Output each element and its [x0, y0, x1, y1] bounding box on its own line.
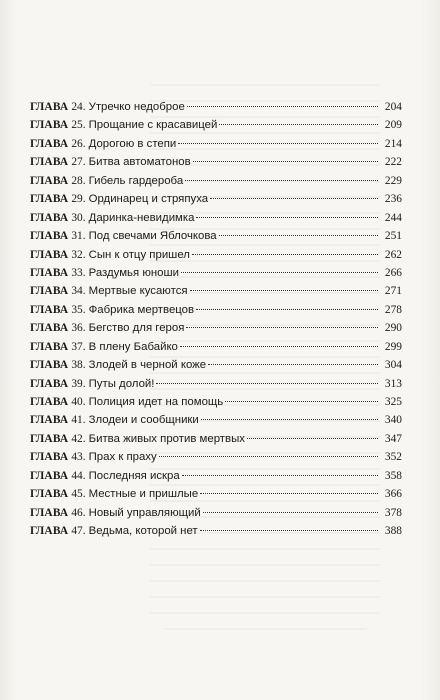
chapter-title: Мертвые кусаются — [88, 285, 188, 298]
chapter-label: ГЛАВА — [30, 303, 69, 316]
chapter-label: ГЛАВА — [30, 396, 69, 408]
dot-leader — [192, 254, 378, 255]
page-number: 266 — [384, 266, 402, 279]
dot-leader — [156, 383, 378, 384]
chapter-number: 36. — [71, 322, 86, 335]
chapter-number: 33. — [71, 266, 86, 279]
page-number: 366 — [384, 488, 402, 501]
dot-leader — [182, 475, 378, 476]
chapter-label: ГЛАВА — [30, 101, 69, 113]
chapter-number: 39. — [71, 377, 86, 390]
chapter-title: Прощание с красавицей — [88, 119, 218, 132]
chapter-number: 41. — [71, 414, 86, 427]
page-number: 352 — [384, 451, 402, 464]
chapter-title: Утречко недоброе — [88, 101, 185, 113]
dot-leader — [185, 180, 378, 181]
toc-entry — [30, 172, 402, 190]
page-number: 299 — [384, 340, 402, 353]
page-number: 278 — [384, 303, 402, 316]
page-number: 229 — [384, 174, 402, 187]
chapter-label: ГЛАВА — [30, 359, 69, 372]
chapter-title: В плену Бабайко — [88, 340, 178, 353]
toc-entry — [30, 116, 402, 134]
chapter-number: 40. — [71, 396, 86, 408]
dot-leader — [203, 512, 378, 513]
page-number: 313 — [384, 377, 402, 390]
dot-leader — [219, 235, 378, 236]
page-number: 251 — [384, 230, 402, 243]
chapter-title: Битва живых против мертвых — [88, 432, 245, 445]
chapter-title: Ведьма, которой нет — [88, 525, 198, 538]
chapter-number: 44. — [71, 469, 86, 482]
toc-entry — [30, 485, 402, 503]
toc-entry — [30, 467, 402, 485]
page-number: 222 — [384, 156, 402, 169]
dot-leader — [178, 143, 378, 144]
chapter-number: 47. — [71, 525, 86, 538]
chapter-number: 30. — [71, 211, 86, 224]
chapter-number: 25. — [71, 119, 86, 132]
dot-leader — [180, 346, 378, 347]
chapter-title: Местные и пришлые — [88, 488, 199, 501]
dot-leader — [193, 161, 378, 162]
chapter-label: ГЛАВА — [30, 506, 69, 519]
dot-leader — [186, 327, 378, 328]
page-number: 262 — [384, 248, 402, 261]
toc-entry — [30, 319, 402, 337]
chapter-title: Раздумья юноши — [88, 266, 179, 279]
chapter-number: 32. — [71, 248, 86, 261]
chapter-label: ГЛАВА — [30, 525, 69, 538]
toc-entry — [30, 135, 402, 153]
chapter-title: Дорогою в степи — [88, 137, 177, 150]
chapter-title: Злодеи и сообщники — [88, 414, 199, 427]
chapter-label: ГЛАВА — [30, 156, 69, 169]
page-number: 214 — [384, 137, 402, 150]
dot-leader — [159, 456, 378, 457]
chapter-label: ГЛАВА — [30, 193, 69, 206]
page-number: 304 — [384, 359, 402, 372]
chapter-number: 37. — [71, 340, 86, 353]
toc-entry — [30, 282, 402, 300]
toc-entry — [30, 522, 402, 540]
chapter-number: 26. — [71, 137, 86, 150]
dot-leader — [196, 217, 378, 218]
toc-entry — [30, 356, 402, 374]
dot-leader — [210, 198, 378, 199]
chapter-number: 42. — [71, 432, 86, 445]
chapter-title: Бегство для героя — [88, 322, 185, 335]
toc-entry — [30, 264, 402, 282]
chapter-label: ГЛАВА — [30, 322, 69, 335]
toc-entry — [30, 227, 402, 245]
chapter-number: 43. — [71, 451, 86, 464]
page-number: 347 — [384, 432, 402, 445]
dot-leader — [187, 106, 378, 107]
chapter-number: 28. — [71, 174, 86, 187]
toc-entry — [30, 190, 402, 208]
chapter-title: Последняя искра — [88, 469, 180, 482]
chapter-number: 31. — [71, 230, 86, 243]
chapter-title: Новый управляющий — [88, 506, 201, 519]
page-number: 388 — [384, 525, 402, 538]
chapter-title: Сын к отцу пришел — [88, 248, 190, 261]
page-number: 340 — [384, 414, 402, 427]
chapter-label: ГЛАВА — [30, 248, 69, 261]
dot-leader — [181, 272, 378, 273]
chapter-number: 45. — [71, 488, 86, 501]
toc-entry — [30, 393, 402, 411]
chapter-number: 29. — [71, 193, 86, 206]
chapter-number: 46. — [71, 506, 86, 519]
chapter-title: Под свечами Яблочкова — [88, 230, 217, 243]
table-of-contents — [30, 98, 402, 541]
toc-entry — [30, 375, 402, 393]
toc-entry — [30, 153, 402, 171]
chapter-label: ГЛАВА — [30, 266, 69, 279]
toc-entry — [30, 98, 402, 116]
dot-leader — [200, 493, 378, 494]
chapter-number: 24. — [71, 101, 86, 113]
page-number: 209 — [384, 119, 402, 132]
dot-leader — [190, 290, 378, 291]
page-number: 358 — [384, 469, 402, 482]
dot-leader — [200, 530, 378, 531]
chapter-label: ГЛАВА — [30, 414, 69, 427]
dot-leader — [201, 419, 378, 420]
chapter-label: ГЛАВА — [30, 469, 69, 482]
chapter-label: ГЛАВА — [30, 119, 69, 132]
chapter-label: ГЛАВА — [30, 451, 69, 464]
page-number: 271 — [384, 285, 402, 298]
toc-entry — [30, 246, 402, 264]
chapter-title: Путы долой! — [88, 377, 155, 390]
chapter-number: 35. — [71, 303, 86, 316]
toc-entry — [30, 209, 402, 227]
chapter-label: ГЛАВА — [30, 230, 69, 243]
chapter-label: ГЛАВА — [30, 340, 69, 353]
chapter-number: 27. — [71, 156, 86, 169]
chapter-title: Битва автоматонов — [88, 156, 191, 169]
page-number: 236 — [384, 193, 402, 206]
chapter-label: ГЛАВА — [30, 377, 69, 390]
toc-entry — [30, 448, 402, 466]
dot-leader — [219, 124, 378, 125]
dot-leader — [225, 401, 378, 402]
chapter-label: ГЛАВА — [30, 432, 69, 445]
chapter-label: ГЛАВА — [30, 174, 69, 187]
chapter-title: Даринка-невидимка — [88, 211, 195, 224]
chapter-title: Полиция идет на помощь — [88, 396, 224, 408]
page-number: 290 — [384, 322, 402, 335]
page-number: 325 — [384, 396, 402, 408]
chapter-title: Ординарец и стряпуха — [88, 193, 209, 206]
toc-entry — [30, 301, 402, 319]
chapter-title: Злодей в черной коже — [88, 359, 207, 372]
dot-leader — [247, 438, 378, 439]
toc-entry — [30, 338, 402, 356]
chapter-number: 38. — [71, 359, 86, 372]
dot-leader — [208, 364, 378, 365]
dot-leader — [196, 309, 378, 310]
toc-entry — [30, 411, 402, 429]
chapter-title: Гибель гардероба — [88, 174, 184, 187]
chapter-number: 34. — [71, 285, 86, 298]
page-number: 204 — [384, 101, 402, 113]
toc-entry — [30, 430, 402, 448]
chapter-label: ГЛАВА — [30, 211, 69, 224]
page-number: 244 — [384, 211, 402, 224]
page-number: 378 — [384, 506, 402, 519]
chapter-label: ГЛАВА — [30, 488, 69, 501]
chapter-title: Прах к праху — [88, 451, 157, 464]
chapter-title: Фабрика мертвецов — [88, 303, 195, 316]
chapter-label: ГЛАВА — [30, 137, 69, 150]
toc-entry — [30, 504, 402, 522]
chapter-label: ГЛАВА — [30, 285, 69, 298]
